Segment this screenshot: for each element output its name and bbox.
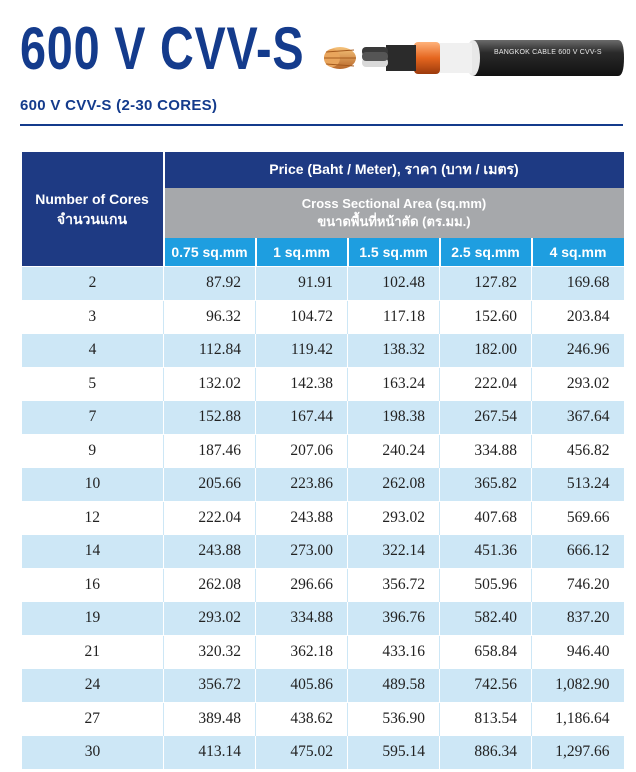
price-cell: 205.66 xyxy=(164,468,256,502)
price-cell: 240.24 xyxy=(348,434,440,468)
price-cell: 489.58 xyxy=(348,669,440,703)
price-cell: 322.14 xyxy=(348,535,440,569)
price-cell: 320.32 xyxy=(164,635,256,669)
price-cell: 104.72 xyxy=(256,300,348,334)
price-cell: 293.02 xyxy=(532,367,624,401)
price-cell: 293.02 xyxy=(164,602,256,636)
price-cell: 505.96 xyxy=(440,568,532,602)
table-row xyxy=(22,535,624,569)
price-cell: 367.64 xyxy=(532,401,624,435)
cores-cell: 12 xyxy=(22,501,164,535)
cores-cell: 4 xyxy=(22,334,164,368)
price-cell: 198.38 xyxy=(348,401,440,435)
area-header-th: ขนาดพื้นที่หน้าตัด (ตร.มม.) xyxy=(317,214,471,229)
price-cell: 243.88 xyxy=(256,501,348,535)
table-row xyxy=(22,267,624,301)
cores-cell: 10 xyxy=(22,468,164,502)
cores-cell: 19 xyxy=(22,602,164,636)
price-cell: 119.42 xyxy=(256,334,348,368)
price-cell: 246.96 xyxy=(532,334,624,368)
price-cell: 658.84 xyxy=(440,635,532,669)
cores-cell: 27 xyxy=(22,702,164,736)
price-cell: 405.86 xyxy=(256,669,348,703)
table-row xyxy=(22,568,624,602)
price-cell: 746.20 xyxy=(532,568,624,602)
price-cell: 91.91 xyxy=(256,267,348,301)
price-cell: 132.02 xyxy=(164,367,256,401)
cores-header-th: จำนวนแกน xyxy=(56,211,128,227)
price-cell: 334.88 xyxy=(256,602,348,636)
price-cell: 837.20 xyxy=(532,602,624,636)
price-cell: 163.24 xyxy=(348,367,440,401)
price-cell: 334.88 xyxy=(440,434,532,468)
size-header: 0.75 sq.mm xyxy=(164,238,256,267)
price-cell: 413.14 xyxy=(164,736,256,769)
price-cell: 666.12 xyxy=(532,535,624,569)
price-cell: 451.36 xyxy=(440,535,532,569)
area-header xyxy=(164,188,624,238)
page-subtitle: 600 V CVV-S (2-30 CORES) xyxy=(20,97,218,114)
price-cell: 813.54 xyxy=(440,702,532,736)
cores-header-en: Number of Cores xyxy=(35,191,149,207)
price-cell: 87.92 xyxy=(164,267,256,301)
price-cell: 243.88 xyxy=(164,535,256,569)
price-cell: 167.44 xyxy=(256,401,348,435)
price-cell: 433.16 xyxy=(348,635,440,669)
price-table-body xyxy=(22,267,624,769)
size-header: 1 sq.mm xyxy=(256,238,348,267)
price-cell: 187.46 xyxy=(164,434,256,468)
price-cell: 407.68 xyxy=(440,501,532,535)
price-cell: 396.76 xyxy=(348,602,440,636)
cores-cell: 7 xyxy=(22,401,164,435)
cores-cell: 5 xyxy=(22,367,164,401)
price-cell: 273.00 xyxy=(256,535,348,569)
price-cell: 138.32 xyxy=(348,334,440,368)
size-header: 1.5 sq.mm xyxy=(348,238,440,267)
cores-column-header xyxy=(22,152,164,267)
price-cell: 742.56 xyxy=(440,669,532,703)
price-cell: 582.40 xyxy=(440,602,532,636)
cores-cell: 2 xyxy=(22,267,164,301)
header-divider xyxy=(20,124,623,126)
table-row xyxy=(22,702,624,736)
cores-cell: 21 xyxy=(22,635,164,669)
price-cell: 96.32 xyxy=(164,300,256,334)
price-cell: 1,297.66 xyxy=(532,736,624,769)
price-cell: 475.02 xyxy=(256,736,348,769)
page-title: 600 V CVV-S xyxy=(20,15,305,82)
price-cell: 112.84 xyxy=(164,334,256,368)
price-cell: 389.48 xyxy=(164,702,256,736)
price-cell: 513.24 xyxy=(532,468,624,502)
price-cell: 536.90 xyxy=(348,702,440,736)
cores-cell: 30 xyxy=(22,736,164,769)
price-cell: 222.04 xyxy=(164,501,256,535)
price-cell: 438.62 xyxy=(256,702,348,736)
price-header: Price (Baht / Meter), ราคา (บาท / เมตร) xyxy=(164,152,624,188)
price-cell: 293.02 xyxy=(348,501,440,535)
table-row xyxy=(22,736,624,769)
price-cell: 595.14 xyxy=(348,736,440,769)
price-cell: 356.72 xyxy=(348,568,440,602)
cable-print-label: BANGKOK CABLE 600 V CVV-S xyxy=(494,49,602,56)
price-cell: 1,082.90 xyxy=(532,669,624,703)
price-cell: 169.68 xyxy=(532,267,624,301)
price-cell: 223.86 xyxy=(256,468,348,502)
price-cell: 182.00 xyxy=(440,334,532,368)
price-cell: 152.60 xyxy=(440,300,532,334)
table-row xyxy=(22,635,624,669)
price-cell: 362.18 xyxy=(256,635,348,669)
price-cell: 569.66 xyxy=(532,501,624,535)
table-row xyxy=(22,334,624,368)
table-row xyxy=(22,501,624,535)
cores-cell: 9 xyxy=(22,434,164,468)
size-header: 2.5 sq.mm xyxy=(440,238,532,267)
price-cell: 456.82 xyxy=(532,434,624,468)
price-cell: 267.54 xyxy=(440,401,532,435)
cores-cell: 14 xyxy=(22,535,164,569)
price-cell: 1,186.64 xyxy=(532,702,624,736)
table-row xyxy=(22,669,624,703)
price-cell: 102.48 xyxy=(348,267,440,301)
cable-product-image xyxy=(318,28,624,94)
cores-cell: 3 xyxy=(22,300,164,334)
cores-cell: 16 xyxy=(22,568,164,602)
price-cell: 262.08 xyxy=(164,568,256,602)
price-cell: 946.40 xyxy=(532,635,624,669)
table-row xyxy=(22,367,624,401)
price-cell: 203.84 xyxy=(532,300,624,334)
table-row xyxy=(22,468,624,502)
price-cell: 296.66 xyxy=(256,568,348,602)
table-row xyxy=(22,434,624,468)
table-row xyxy=(22,401,624,435)
table-row xyxy=(22,602,624,636)
area-header-en: Cross Sectional Area (sq.mm) xyxy=(301,196,487,211)
cores-cell: 24 xyxy=(22,669,164,703)
price-cell: 127.82 xyxy=(440,267,532,301)
price-table xyxy=(21,152,624,769)
price-cell: 262.08 xyxy=(348,468,440,502)
price-cell: 886.34 xyxy=(440,736,532,769)
price-cell: 365.82 xyxy=(440,468,532,502)
price-cell: 142.38 xyxy=(256,367,348,401)
table-row xyxy=(22,300,624,334)
price-cell: 207.06 xyxy=(256,434,348,468)
price-cell: 117.18 xyxy=(348,300,440,334)
size-header: 4 sq.mm xyxy=(532,238,624,267)
price-cell: 222.04 xyxy=(440,367,532,401)
price-cell: 356.72 xyxy=(164,669,256,703)
price-cell: 152.88 xyxy=(164,401,256,435)
